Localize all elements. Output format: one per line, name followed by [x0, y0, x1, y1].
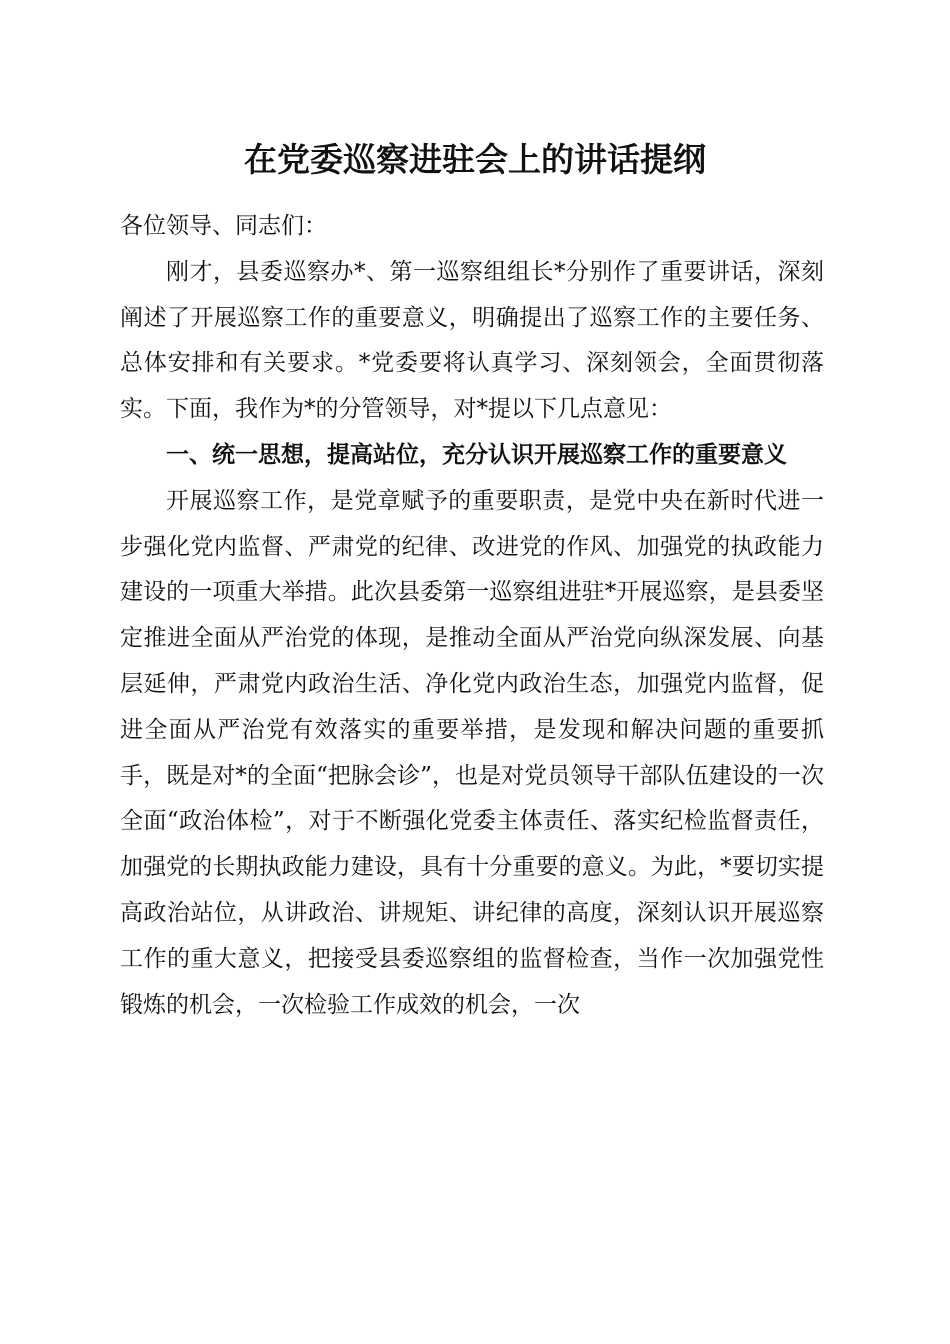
document-body — [120, 204, 824, 1028]
section-heading-1: 一、统一思想，提高站位，充分认识开展巡察工作的重要意义 — [166, 441, 787, 468]
section-1-paragraph: 开展巡察工作，是党章赋予的重要职责，是党中央在新时代进一步强化党内监督、严肃党的纪律、改进党的作风、加强党的执政能力建设的一项重大举措。此次县委第一巡察组进驻*开展巡察，是县委坚定推进全面从严治党的体现，是推动全面从严治党向纵深发展、向基层延伸，严肃党内政治生活、净化党内政治生态，加强党内监督，促进全面从严治党有效落实的重要举措，是发现和解决问题的重要抓手，既是对*的全面“把脉会诊”，也是对党员领导干部队伍建设的一次全面“政治体检”，对于不断强化党委主体责任、落实纪检监督责任，加强党的长期执政能力建设，具有十分重要的意义。为此，*要切实提高政治站位，从讲政治、讲规矩、讲纪律的高度，深刻认识开展巡察工作的重大意义，把接受县委巡察组的监督检查，当作一次加强党性锻炼的机会，一次检验工作成效的机会，一次 — [120, 487, 824, 1018]
document-title: 在党委巡察进驻会上的讲话提纲 — [244, 140, 706, 179]
salutation: 各位领导、同志们： — [120, 213, 327, 239]
opening-paragraph: 刚才，县委巡察办*、第一巡察组组长*分别作了重要讲话，深刻阐述了开展巡察工作的重要意义，明确提出了巡察工作的主要任务、总体安排和有关要求。*党委要将认真学习、深刻领会，全面贯彻落实。下面，我作为*的分管领导，对*提以下几点意见： — [120, 258, 824, 423]
